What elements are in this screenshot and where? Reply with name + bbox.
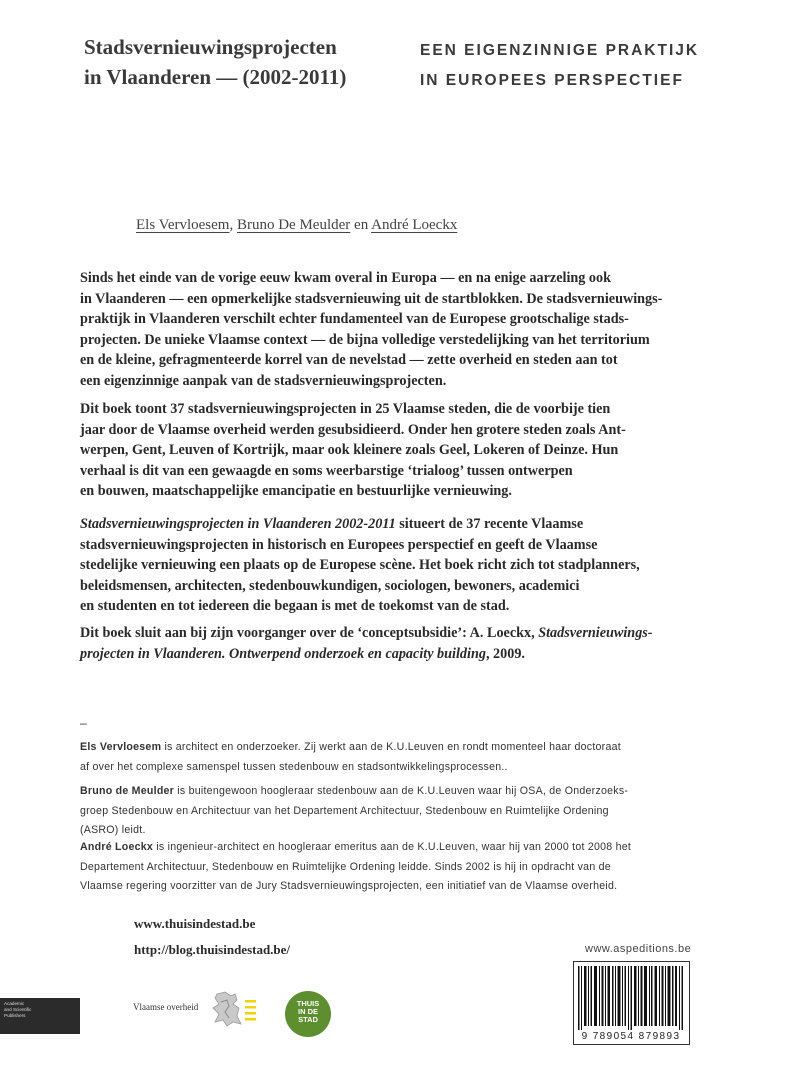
vlaamse-overheid-label: Vlaamse overheid (133, 1002, 199, 1012)
title-line-2: in Vlaanderen — (2002-2011) (84, 65, 347, 89)
barcode-icon (574, 962, 689, 1032)
thuis-logo-text: THUIS IN DE STAD (296, 999, 320, 1024)
bio-name: André Loeckx (80, 841, 154, 853)
authors-line (136, 217, 457, 234)
title-line-1: Stadsvernieuwingsprojecten (84, 35, 337, 59)
bio-loeckx (80, 838, 710, 897)
subtitle-line-1: EEN EIGENZINNIGE PRAKTIJK (420, 42, 700, 59)
blurb-paragraph-4 (80, 623, 692, 664)
paragraph-4-start: Dit boek sluit aan bij zijn voorganger over de ‘conceptsubsidie’: A. Loeckx, (80, 625, 539, 641)
predecessor-title-italic: Stadsvernieuwings- projecten in Vlaanderen. Ontwerpend onderzoek en capacity building (80, 625, 653, 662)
author-vervloesem: Els Vervloesem (136, 217, 230, 233)
blog-link[interactable]: http://blog.thuisindestad.be/ (134, 942, 291, 957)
website-link[interactable]: www.thuisindestad.be (134, 916, 256, 931)
paragraph-4-end: , 2009. (485, 645, 525, 662)
bio-name: Bruno de Meulder (80, 785, 175, 797)
subtitle-line-2: IN EUROPEES PERSPECTIEF (420, 72, 684, 89)
blurb-paragraph-3 (80, 514, 692, 617)
bio-name: Els Vervloesem (80, 741, 162, 753)
paragraph-3-text: situeert de 37 recente Vlaamse stadsvernieuwingsprojecten in historisch en Europees perspectief en geeft de Vlaamse stedelijke vernieuwing een plaats op de Europese scène. Het boek richt zich tot stadplanners, beleidsmensen, architecten, stedenbouwkundigen, sociologen, bewoners, academici en studenten en tot iedereen die begaan is met de toekomst van de stad. (80, 516, 640, 614)
bio-text: is architect en onderzoeker. Zij werkt aan de K.U.Leuven en rondt momenteel haar doctoraat af over het complexe samenspel tussen stedenbouw en stadsontwikkelingsprocessen.. (80, 741, 621, 773)
bio-divider-dash: – (80, 716, 87, 730)
book-title-italic: Stadsvernieuwingsprojecten in Vlaanderen 2002-2011 (80, 516, 396, 532)
book-title (84, 32, 346, 92)
author-separator: , (229, 217, 237, 233)
blurb-paragraph-2: Dit boek toont 37 stadsvernieuwingsprojecten in 25 Vlaamse steden, die de voorbije tien jaar door de Vlaamse overheid werden gesubsidieerd. Onder hen grotere steden zoals Ant- werpen, Gent, Leuven of Kortrijk, maar ook kleinere zoals Geel, Lokeren of Deinze. Hun verhaal is dit van een gewaagde en soms weerbarstige ‘trialoog’ tussen ontwerpen en bouwen, maatschappelijke emancipatie en bestuurlijke vernieuwing. (80, 401, 626, 499)
bio-text: is buitengewoon hoogleraar stedenbouw aan de K.U.Leuven waar hij OSA, de Onderzoeks- groep Stedenbouw en Architectuur van het Departement Architectuur, Stedenbouw en Ruimtelijke Ordening (ASRO) leidt. (80, 785, 629, 836)
publisher-url: www.aspeditions.be (585, 943, 692, 955)
author-loeckx: André Loeckx (371, 217, 458, 233)
publisher-logo-text: Academic and Scientific Publishers (4, 1001, 32, 1018)
author-de-meulder: Bruno De Meulder (236, 217, 351, 233)
bio-vervloesem (80, 738, 710, 777)
bio-text: is ingenieur-architect en hoogleraar emeritus aan de K.U.Leuven, waar hij van 2000 tot 2008 het Departement Architectuur, Stedenbouw en Ruimtelijke Ordening leidde. Sinds 2002 is hij in opdracht van de Vlaamse regering voorzitter van de Jury Stadsvernieuwingsprojecten, een initiatief van de Vlaamse overheid. (80, 841, 632, 892)
bio-de-meulder (80, 782, 710, 841)
vlaamse-leeuw-icon (209, 990, 261, 1030)
book-subtitle (420, 36, 699, 96)
author-separator: en (350, 217, 372, 233)
thuis-in-de-stad-logo (285, 991, 331, 1037)
isbn-number: 9 789054 879893 (581, 1031, 681, 1042)
blurb-paragraph-1: Sinds het einde van de vorige eeuw kwam overal in Europa — en na enige aarzeling ook in Vlaanderen — een opmerkelijke stadsvernieuwing uit de startblokken. De stadsvernieuwings- praktijk in Vlaanderen verschilt echter fundamenteel van de Europese grootschalige stads- projecten. De unieke Vlaamse context — de bijna volledige verstedelijking van het territorium en de kleine, gefragmenteerde korrel van de nevelstad — zette overheid en steden aan tot een eigenzinnige aanpak van de stadsvernieuwingsprojecten. (80, 270, 663, 389)
publisher-logo (0, 998, 80, 1034)
